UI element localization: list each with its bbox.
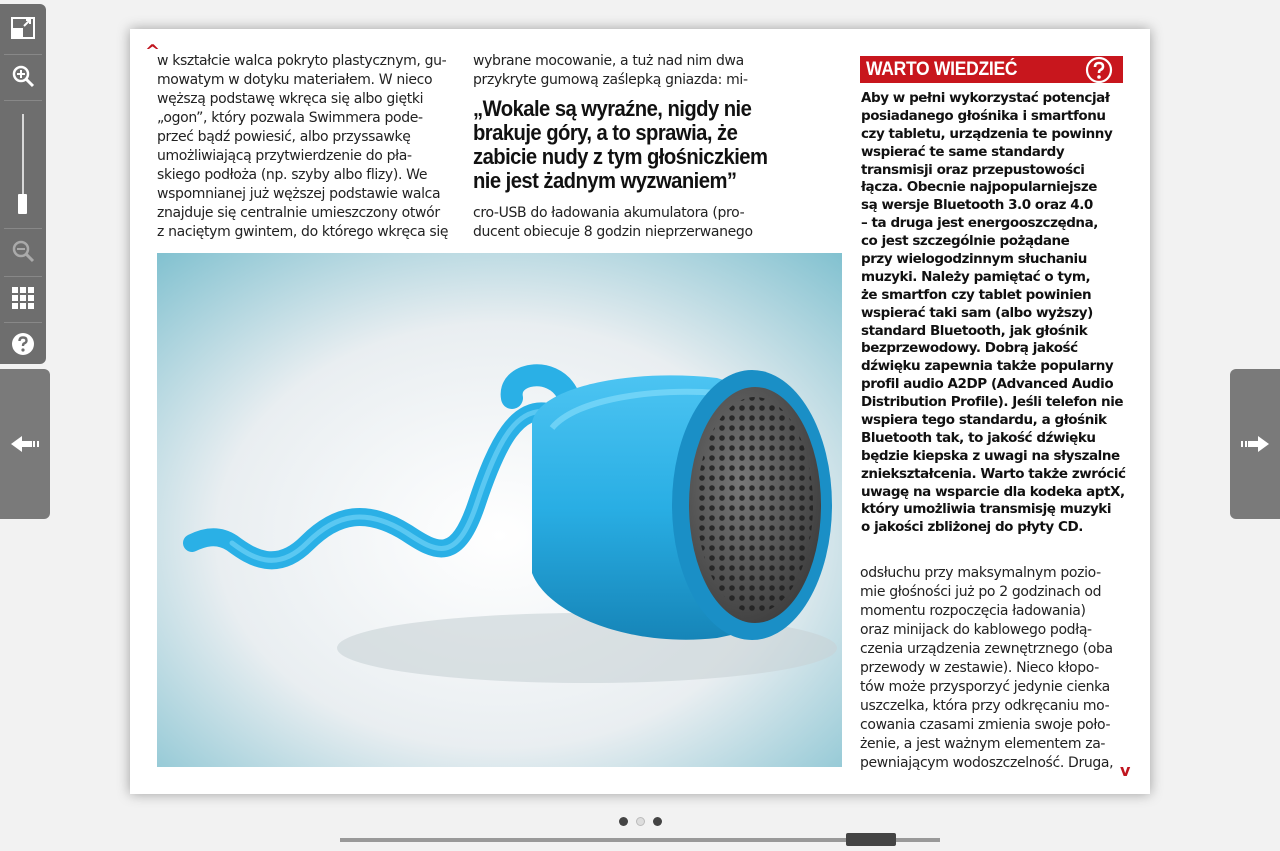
layout-icon — [10, 16, 36, 40]
grid-icon — [11, 286, 35, 310]
text-line: bezprzewodowy. Dobrą jakość — [861, 340, 1078, 357]
text-line: mie głośności już po 2 godzinach od — [860, 584, 1102, 600]
info-box-header — [860, 56, 1123, 83]
page-dots — [619, 817, 662, 826]
text-line: brakuje góry, a to sprawia, że — [473, 120, 738, 145]
question-icon — [1085, 56, 1113, 84]
text-line: czy tabletu, urządzenia te powinny — [861, 125, 1113, 142]
article-column-2-top — [473, 52, 748, 90]
text-line: wspomnianej już węższej podstawie walca — [157, 186, 441, 202]
text-line: będzie kiepska z uwagi na słyszalne — [861, 447, 1120, 464]
text-line: transmisji oraz przepustowości — [861, 161, 1085, 178]
zoom-out-button[interactable] — [4, 231, 42, 271]
text-line: profil audio A2DP (Advanced Audio — [861, 376, 1114, 393]
speaker-image — [157, 253, 842, 767]
zoom-slider-handle[interactable] — [18, 194, 27, 214]
text-line: standard Bluetooth, jak głośnik — [861, 322, 1088, 339]
separator — [4, 54, 42, 55]
text-line: nie jest żadnym wyzwaniem” — [473, 168, 737, 193]
page-dot-active[interactable] — [636, 817, 645, 826]
text-line: – ta druga jest energooszczędna, — [861, 215, 1098, 232]
text-line: żenie, a jest ważnym elementem za- — [860, 736, 1106, 752]
text-line: wybrane mocowanie, a tuż nad nim dwa — [473, 53, 744, 69]
text-line: „ogon”, który pozwala Swimmera pode- — [157, 110, 423, 126]
text-line: zniekształcenia. Warto także zwrócić — [861, 465, 1126, 482]
separator — [4, 276, 42, 277]
text-line: umożliwiającą przytwierdzenie do pła- — [157, 148, 412, 164]
text-line: cowania czasami zmienia swoje poło- — [860, 717, 1111, 733]
text-line: o jakości zbliżonej do płyty CD. — [861, 519, 1083, 536]
text-line: węższą podstawę wkręca się albo giętki — [157, 91, 424, 107]
text-line: muzyki. Należy pamiętać o tym, — [861, 268, 1091, 285]
text-line: cro-USB do ładowania akumulatora (pro- — [473, 205, 745, 221]
text-line: który umożliwia transmisję muzyki — [861, 501, 1112, 518]
zoom-out-icon — [11, 239, 35, 263]
thumbnails-button[interactable] — [4, 278, 42, 318]
arrow-left-icon — [10, 434, 40, 454]
text-line: przeć bądź powiesić, albo przyssawkę — [157, 129, 411, 145]
text-line: tów może przysporzyć jedynie cienka — [860, 679, 1110, 695]
text-line: Aby w pełni wykorzystać potencjał — [861, 90, 1110, 106]
text-line: ducent obiecuje 8 godzin nieprzerwanego — [473, 224, 753, 240]
text-line: co jest szczególnie pożądane — [861, 233, 1070, 250]
page-dot[interactable] — [653, 817, 662, 826]
text-line: uszczelka, która przy odkręcaniu mo- — [860, 698, 1110, 714]
text-line: wspierać taki sam (albo wyższy) — [861, 304, 1093, 321]
info-box-text — [861, 90, 1126, 537]
text-line: z naciętym gwintem, do którego wkręca się — [157, 224, 449, 240]
help-button[interactable] — [4, 324, 42, 364]
pull-quote — [473, 96, 768, 193]
text-line: że smartfon czy tablet powinien — [861, 286, 1092, 303]
text-line: czenia urządzenia zewnętrznego (oba — [860, 641, 1113, 657]
article-column-3 — [860, 564, 1113, 773]
text-line: łącza. Obecnie najpopularniejsze — [861, 179, 1097, 196]
help-icon — [11, 332, 35, 356]
article-column-2-bottom — [473, 204, 753, 242]
speaker-photo — [157, 253, 842, 767]
zoom-in-icon — [11, 64, 35, 88]
layout-button[interactable] — [4, 8, 42, 48]
next-page-button[interactable] — [1230, 369, 1280, 519]
separator — [4, 100, 42, 101]
toolbar — [0, 4, 46, 364]
zoom-in-button[interactable] — [4, 56, 42, 96]
page-scrollbar-thumb[interactable] — [846, 833, 896, 846]
text-line: wspiera tego standardu, a głośnik — [861, 412, 1107, 429]
text-line: momentu rozpoczęcia ładowania) — [860, 603, 1086, 619]
text-line: oraz minijack do kablowego podłą- — [860, 622, 1092, 638]
page-dot[interactable] — [619, 817, 628, 826]
text-line: „Wokale są wyraźne, nigdy nie — [473, 96, 752, 121]
text-line: są wersje Bluetooth 3.0 oraz 4.0 — [861, 197, 1093, 214]
article-column-1 — [157, 52, 448, 242]
text-line: przy wielogodzinnym słuchaniu — [861, 251, 1087, 268]
caret-up-icon: ^ — [145, 41, 161, 62]
text-line: uwagę na wsparcie dla kodeka aptX, — [861, 483, 1125, 500]
info-box-title: WARTO WIEDZIEĆ — [866, 59, 1018, 80]
text-line: w kształcie walca pokryto plastycznym, gu- — [157, 53, 447, 69]
caret-down-icon: v — [1120, 761, 1131, 780]
text-line: znajduje się centralnie umieszczony otwór — [157, 205, 440, 221]
text-line: przykryte gumową zaślepką gniazda: mi- — [473, 72, 748, 88]
text-line: Distribution Profile). Jeśli telefon nie — [861, 394, 1124, 411]
text-line: skiego podłoża (np. szyby albo flizy). We — [157, 167, 428, 183]
text-line: zabicie nudy z tym głośniczkiem — [473, 144, 768, 169]
magazine-page[interactable] — [130, 29, 1150, 794]
text-line: pewniającym wodoszczelność. Druga, — [860, 755, 1114, 771]
text-line: odsłuchu przy maksymalnym pozio- — [860, 565, 1101, 581]
text-line: przewody w zestawie). Nieco kłopo- — [860, 660, 1099, 676]
separator — [4, 228, 42, 229]
text-line: Bluetooth tak, to jakość dźwięku — [861, 429, 1096, 446]
arrow-right-icon — [1240, 434, 1270, 454]
separator — [4, 322, 42, 323]
text-line: dźwięku zapewnia także popularny — [861, 358, 1114, 375]
text-line: mowatym w dotyku materiałem. W nieco — [157, 72, 433, 88]
text-line: posiadanego głośnika i smartfonu — [861, 107, 1106, 124]
text-line: wspierać te same standardy — [861, 143, 1065, 160]
previous-page-button[interactable] — [0, 369, 50, 519]
